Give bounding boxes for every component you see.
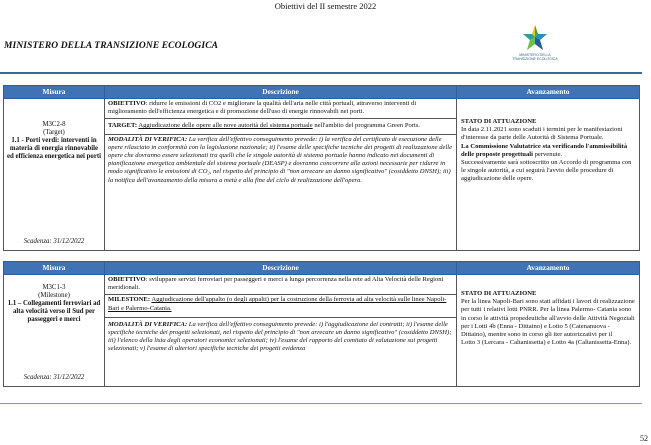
target-text-tail: nell'ambito del programma Green Ports. <box>312 122 421 130</box>
status-title: STATO DI ATTUAZIONE <box>461 290 537 297</box>
measure-code: M3C2-8 <box>42 121 66 128</box>
milestone-text: Aggiudicazione dell'appalto (o degli appalti) per la costruzione della ferrovia ad alta velocità sulle linee Napoli-Bari e Palermo-Catania. <box>108 296 447 312</box>
measure-cell <box>4 99 105 251</box>
status-paragraph-2: Lotto 3 (Lercara - Caltanissetta) e Lotto 4a (Caltanissetta-Enna). <box>461 339 632 347</box>
target-text: Aggiudicazione delle opere alle nove autorità del sistema portuale <box>138 122 313 130</box>
target-label: TARGET: <box>108 122 138 130</box>
column-header-avanzamento: Avanzamento <box>457 262 640 275</box>
verification-section <box>105 317 456 356</box>
objective-label: OBIETTIVO <box>108 100 146 107</box>
status-paragraph-1: In data 2.11.2021 sono scaduti i termini per le manifestazioni d'interesse da parte delle Autorità di Sistema Portuale. <box>461 126 623 142</box>
deadline: Scadenza: 31/12/2022 <box>23 237 85 245</box>
column-header-misura: Misura <box>4 86 105 99</box>
description-cell <box>105 99 457 251</box>
status-paragraph-2-tail: pervenute. <box>532 150 563 158</box>
column-header-avanzamento: Avanzamento <box>457 86 640 99</box>
star-emblem-icon <box>522 24 548 52</box>
objective-section <box>105 99 456 118</box>
ministry-name: MINISTERO DELLA TRANSIZIONE ECOLOGICA <box>4 41 219 51</box>
column-header-misura: Misura <box>4 262 105 275</box>
objective-text: : ridurre le emissioni di CO2 e migliorare la qualità dell'aria nelle città portuali, attraverso interventi di miglioramento dell'efficienza energetica e di promozione dell'uso di energie rinnovabili nei porti. <box>108 100 417 116</box>
status-title: STATO DI ATTUAZIONE <box>461 118 537 125</box>
objective-text: : sviluppare servizi ferroviari per passeggeri e merci a lunga percorrenza nella rete ad Alta Velocità delle Regioni meridionali. <box>108 276 444 292</box>
description-cell <box>105 275 457 387</box>
verification-section <box>105 134 456 187</box>
header-divider <box>0 72 642 74</box>
verification-label: MODALITÀ DI VERIFICA: <box>108 135 188 143</box>
column-header-descrizione: Descrizione <box>105 262 457 275</box>
deadline: Scadenza: 31/12/2022 <box>23 373 85 381</box>
column-header-descrizione: Descrizione <box>105 86 457 99</box>
measure-title: 1.1 – Collegamenti ferroviari ad alta velocità verso il Sud per passeggeri e merci <box>7 300 101 323</box>
status-paragraph-2-bold: La Commissione Valutatrice sta verificando l'ammissibilità delle proposte progettuali <box>461 142 628 158</box>
objective-section <box>105 275 456 294</box>
verification-label: MODALITÀ DI VERIFICA: <box>108 320 188 328</box>
measure-kind: (Milestone) <box>38 292 70 299</box>
milestone-section <box>105 294 456 316</box>
milestone-label: MILESTONE: <box>108 296 151 304</box>
progress-cell <box>457 275 640 387</box>
measure-table-2 <box>3 261 640 387</box>
logo-caption: MINISTERO DELLA TRANSIZIONE ECOLOGICA <box>512 53 558 61</box>
verification-text: La verifica dell'effettivo conseguimento prevede: i) l'aggiudicazione dei contratti; ii) l'esame delle specifiche tecniche dei progetti selezionati, nel rispetto del principio di "non arrecare un danno significativo" (cosiddetto DNSH); iii) l'elenco della lista degli operatori economici selezionati; iv) l'esame del rapporto del comitato di valutazione sui progetti selezionati; v) l'esame di ulteriori specifiche tecniche dei progetti evidenza <box>108 320 452 353</box>
measure-table-1 <box>3 85 640 251</box>
measure-title: 1.1 - Porti verdi: interventi in materia di energia rinnovabile ed efficienza energetica nei porti <box>7 137 101 160</box>
status-paragraph-2 <box>461 143 635 159</box>
measure-kind: (Target) <box>43 129 65 136</box>
page-number: 52 <box>640 434 648 443</box>
target-section <box>105 118 456 133</box>
ministry-logo <box>510 24 560 66</box>
measure-code: M3C1-3 <box>42 284 66 291</box>
progress-cell <box>457 99 640 251</box>
measure-cell <box>4 275 105 387</box>
status-paragraph-1: Per la linea Napoli-Bari sono stati affidati i lavori di realizzazione per tutti i relativi lotti PNRR. Per la linea Palermo- Catania sono in corso le attività propedeutiche all'avvio delle Attività Negoziali per i Lotti 4b (Enna - Dittaino) e Lotto 5 (Catenanuova - Dittaino), mentre sono in corso gli iter autorizzativi per il <box>461 298 635 339</box>
footer-divider <box>0 403 642 404</box>
objective-label: OBIETTIVO <box>108 276 146 283</box>
verification-text: La verifica dell'effettivo conseguimento prevede: i) la verifica del certificato di esecuzione delle opere rilasciato in conformità con la legislazione nazionale; ii) l'esame delle specifiche tecniche dei progetti di realizzazione delle opere che dovranno essere selezionati tra quelli che le singole autorità di sistema portuale hanno indicato nei documenti di pianificazione energetica ambientale del sistema portuale (DEASP) e dovranno concorrere alle azioni necessarie per ridurre in modo significativo le emissioni di CO₂, nel rispetto del principio di "non arrecare un danno significativo" (cosiddetto DNSH); iii) la notifica dell'avanzamento della misura a metà e alla fine del ciclo di realizzazione dell'opera. <box>108 135 453 184</box>
page-header-title: Obiettivi del II semestre 2022 <box>274 1 377 11</box>
status-paragraph-3: Successivamente sarà sottoscritto un Accordo di programma con le singole autorità, a cui seguirà l'avvio delle procedure di aggiudicazione delle opere. <box>461 159 632 183</box>
